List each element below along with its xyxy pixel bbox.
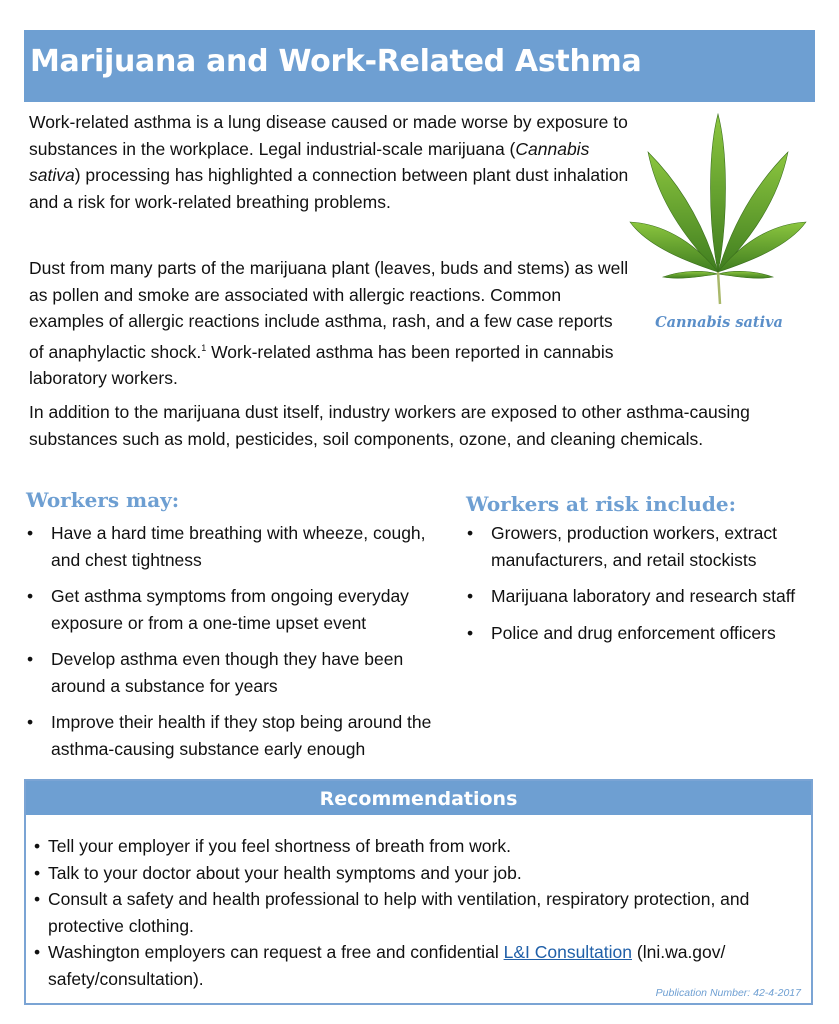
bullet-icon: •: [467, 523, 474, 543]
list-item: • Marijuana laboratory and research staff: [465, 583, 825, 610]
workers-at-risk-list: [465, 520, 825, 656]
list-item: • Washington employers can request a free and confidential L&I Consultation (lni.wa.gov/ safety/consultation).: [34, 939, 804, 992]
intro-p1-text-b: ) processing has highlighted a connection between plant dust inhalation and a risk for work-related breathing problems.: [29, 165, 629, 212]
bullet-icon: •: [467, 586, 474, 606]
publication-number: Publication Number: 42-4-2017: [655, 987, 801, 999]
intro-paragraph-2: [29, 255, 629, 391]
bullet-icon: •: [34, 862, 41, 883]
intro-p2-text-b: Work-related asthma has been reported in cannabis laboratory workers.: [29, 341, 614, 388]
title-banner: [24, 30, 815, 102]
bullet-icon: •: [27, 586, 34, 606]
list-item: • Talk to your doctor about your health symptoms and your job.: [34, 860, 804, 887]
bullet-icon: •: [34, 889, 41, 909]
recommendations-heading: Recommendations: [319, 788, 518, 810]
list-item: • Improve their health if they stop being around the asthma-causing substance early enough: [25, 709, 450, 762]
bullet-icon: •: [34, 836, 41, 856]
workers-at-risk-heading: Workers at risk include:: [466, 492, 736, 516]
recommendations-header: [26, 781, 811, 815]
list-item: • Police and drug enforcement officers: [465, 620, 825, 647]
workers-may-list: [25, 520, 450, 772]
footnote-ref: 1: [201, 342, 207, 353]
leaf-blade-bottom-right: [718, 271, 773, 278]
leaf-blade-center: [711, 114, 726, 272]
intro-p1-text-a: Work-related asthma is a lung disease caused or made worse by exposure to substances in the workplace. Legal industrial-scale marijuana (: [29, 112, 628, 159]
cannabis-leaf-image: [628, 112, 808, 307]
page-title: Marijuana and Work-Related Asthma: [30, 44, 642, 79]
intro-paragraph-3: In addition to the marijuana dust itself, industry workers are exposed to other asthma-causing substances such as mold, pesticides, soil components, ozone, and cleaning chemicals.: [29, 402, 750, 449]
list-item: • Get asthma symptoms from ongoing everyday exposure or from a one-time upset event: [25, 583, 450, 636]
bullet-icon: •: [27, 523, 34, 543]
list-item: • Growers, production workers, extract manufacturers, and retail stockists: [465, 520, 825, 573]
list-item: • Tell your employer if you feel shortness of breath from work.: [34, 833, 804, 860]
bullet-icon: •: [467, 622, 474, 643]
bullet-icon: •: [27, 712, 34, 732]
recommendations-list: [34, 833, 804, 992]
bullet-icon: •: [27, 649, 34, 669]
workers-may-heading: Workers may:: [26, 488, 180, 512]
recommendations-box: [24, 779, 813, 1005]
list-item: • Have a hard time breathing with wheeze, cough, and chest tightness: [25, 520, 450, 573]
bullet-icon: •: [34, 942, 41, 962]
leaf-stem: [718, 272, 720, 304]
image-caption: Cannabis sativa: [655, 314, 783, 331]
intro-p2-text-a: Dust from many parts of the marijuana plant (leaves, buds and stems) as well as pollen and smoke are associated with allergic reactions. Common examples of allergic reactions include asthma, rash, and a few case reports of anaphylactic shock.: [29, 258, 629, 362]
intro-p1-species: Cannabis sativa: [29, 138, 590, 185]
list-item: • Develop asthma even though they have been around a substance for years: [25, 646, 450, 699]
li-consultation-link[interactable]: L&I Consultation: [503, 942, 633, 962]
leaf-blade-bottom-left: [663, 271, 718, 278]
list-item: • Consult a safety and health professional to help with ventilation, respiratory protection, and protective clothing.: [34, 886, 804, 939]
intro-paragraph-1: [29, 109, 629, 215]
